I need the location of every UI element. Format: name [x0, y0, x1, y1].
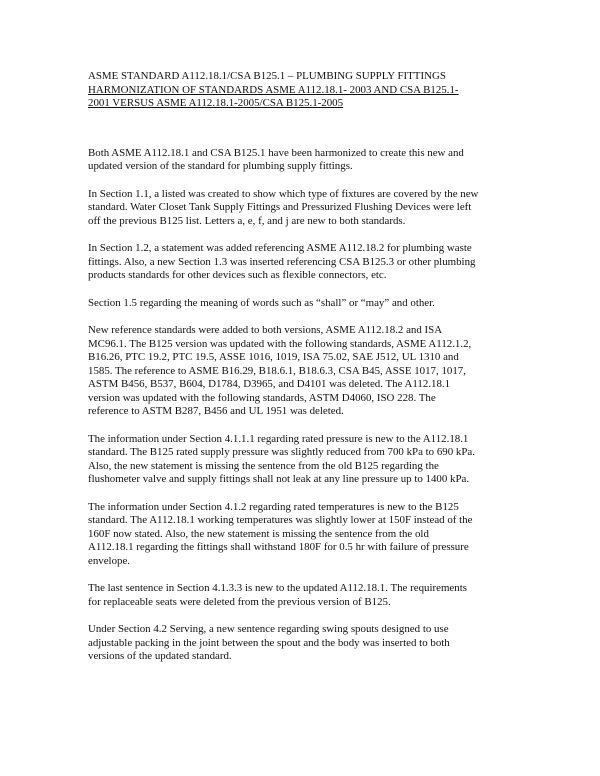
- paragraph-section-4-1-3-3: The last sentence in Section 4.1.3.3 is new to the updated A112.18.1. The requirements for replaceable seats were deleted from the previous version of B125.: [88, 582, 467, 608]
- paragraph-section-1-1: In Section 1.1, a listed was created to show which type of fixtures are covered by the new standard. Water Closet Tank Supply Fittings and Pressurized Flushing Devices were left off the previous B125 list. Letters a, e, f, and j are new to both standards.: [88, 187, 479, 227]
- paragraph-harmonization: Both ASME A112.18.1 and CSA B125.1 have been harmonized to create this new and updated version of the standard for plumbing supply fittings.: [88, 146, 464, 172]
- paragraph-section-4-1-1-1: The information under Section 4.1.1.1 regarding rated pressure is new to the A112.18.1 standard. The B125 rated supply pressure was slightly reduced from 700 kPa to 690 kPa. Also, the new statement is missing the sentence from the old B125 regarding the flushometer valve and supply fittings shall not leak at any line pressure up to 1400 kPa.: [88, 432, 475, 485]
- paragraph-section-4-1-2: The information under Section 4.1.2 regarding rated temperatures is new to the B125 standard. The A112.18.1 working temperatures was slightly lower at 150F instead of the 160F now stated. Also, the new statement is missing the sentence from the old A112.18.1 regarding the fittings shall withstand 180F for 0.5 hr with failure of pressure envelope.: [88, 500, 473, 567]
- paragraph-reference-standards: New reference standards were added to both versions, ASME A112.18.2 and ISA MC96.1. The B125 version was updated with the following standards, ASME A112.1.2, B16.26, PTC 19.2, PTC 19.5, ASSE 1016, 1019, ISA 75.02, SAE J512, UL 1310 and 1585. The reference to ASME B16.29, B18.6.1, B18.6.3, CSA B45, ASSE 1017, 1017, ASTM B456, B537, B604, D1784, D3965, and D4101 was deleted. The A112.18.1 version was updated with the following standards, ASTM D4060, ISO 228. The reference to ASTM B287, B456 and UL 1951 was deleted.: [88, 324, 472, 417]
- document-page: [88, 70, 528, 664]
- document-subtitle: HARMONIZATION OF STANDARDS ASME A112.18.1- 2003 AND CSA B125.1- 2001 VERSUS ASME A112.18.1-2005/CSA B125.1-2005: [88, 83, 459, 109]
- paragraph-section-4-2: Under Section 4.2 Serving, a new sentence regarding swing spouts designed to use adjustable packing in the joint between the spout and the body was inserted to both versions of the updated standard.: [88, 623, 450, 662]
- paragraph-section-1-5: Section 1.5 regarding the meaning of words such as “shall” or “may” and other.: [88, 296, 435, 309]
- paragraph-section-1-2: In Section 1.2, a statement was added referencing ASME A112.18.2 for plumbing waste fittings. Also, a new Section 1.3 was inserted referencing CSA B125.3 or other plumbing products standards for other devices such as flexible connectors, etc.: [88, 242, 476, 281]
- document-title: ASME STANDARD A112.18.1/CSA B125.1 – PLUMBING SUPPLY FITTINGS: [88, 70, 446, 82]
